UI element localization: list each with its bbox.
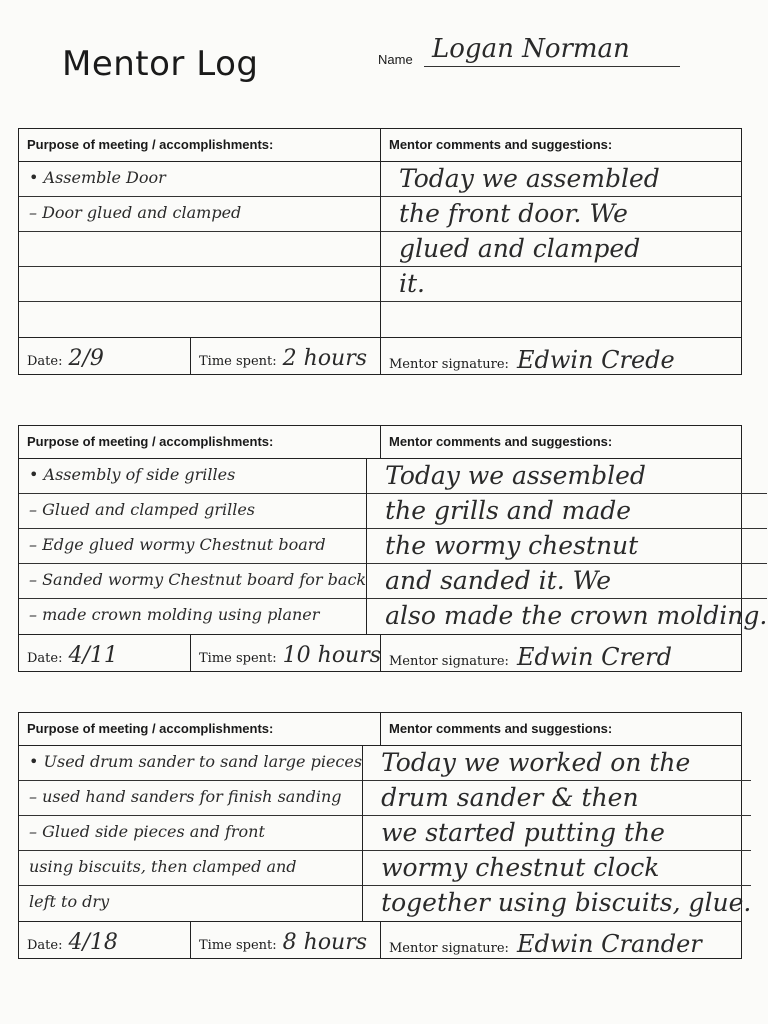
time-spent-field-value: 8 hours bbox=[282, 930, 368, 955]
mentor-signature-field bbox=[381, 635, 741, 671]
mentor-signature-field-label: Mentor signature: bbox=[389, 654, 509, 669]
log-entry bbox=[18, 712, 752, 959]
comments-heading: Mentor comments and suggestions: bbox=[389, 721, 613, 736]
mentor-signature-field-label: Mentor signature: bbox=[389, 357, 509, 372]
mentor-comments bbox=[381, 162, 741, 337]
date-field-value: 4/11 bbox=[68, 643, 118, 668]
page-title: Mentor Log bbox=[62, 44, 259, 84]
accomplishment-line: • Assemble Door bbox=[19, 162, 380, 197]
purpose-heading: Purpose of meeting / accomplishments: bbox=[19, 129, 381, 161]
entry-header bbox=[19, 129, 741, 162]
log-entry bbox=[18, 128, 742, 375]
accomplishment-line bbox=[19, 302, 380, 337]
accomplishment-line: • Assembly of side grilles bbox=[19, 459, 366, 494]
comment-line: drum sander & then bbox=[363, 781, 751, 816]
comment-line: Today we assembled bbox=[381, 162, 741, 197]
accomplishments-list bbox=[19, 162, 381, 337]
comment-line: Today we worked on the bbox=[363, 746, 751, 781]
mentor-signature-field-label: Mentor signature: bbox=[389, 941, 509, 956]
time-spent-field bbox=[191, 922, 381, 958]
accomplishment-line: left to dry bbox=[29, 892, 110, 911]
entry-body bbox=[19, 162, 741, 337]
time-spent-field bbox=[191, 635, 381, 671]
accomplishments-list bbox=[19, 746, 363, 921]
time-spent-field-label: Time spent: bbox=[199, 651, 277, 666]
purpose-heading: Purpose of meeting / accomplishments: bbox=[19, 713, 381, 745]
entry-body bbox=[19, 459, 768, 634]
date-field bbox=[19, 338, 191, 374]
comment-line: the grills and made bbox=[367, 494, 767, 529]
mentor-signature-field-value: Edwin Crede bbox=[516, 346, 675, 374]
accomplishment-line: – Glued and clamped grilles bbox=[19, 494, 366, 529]
accomplishment-line: – Sanded wormy Chestnut board for back bbox=[19, 564, 366, 599]
accomplishments-list bbox=[19, 459, 367, 634]
accomplishment-line: – Edge glued wormy Chestnut board bbox=[19, 529, 366, 564]
comment-line bbox=[381, 302, 741, 337]
accomplishment-line: – made crown molding using planer bbox=[29, 605, 320, 624]
entry-footer bbox=[19, 634, 741, 671]
mentor-signature-field-value: Edwin Crander bbox=[516, 930, 702, 958]
comment-line: glued and clamped bbox=[381, 232, 741, 267]
mentor-signature-field bbox=[381, 338, 741, 374]
comment-line: Today we assembled bbox=[367, 459, 767, 494]
accomplishment-line: • Used drum sander to sand large pieces bbox=[19, 746, 362, 781]
accomplishment-line bbox=[19, 267, 380, 302]
comment-line: we started putting the bbox=[363, 816, 751, 851]
time-spent-field-label: Time spent: bbox=[199, 938, 277, 953]
entry-footer bbox=[19, 337, 741, 374]
purpose-heading: Purpose of meeting / accomplishments: bbox=[19, 426, 381, 458]
date-field-label: Date: bbox=[27, 354, 63, 369]
name-line bbox=[424, 66, 680, 67]
date-field bbox=[19, 635, 191, 671]
comments-heading: Mentor comments and suggestions: bbox=[389, 434, 613, 449]
date-field bbox=[19, 922, 191, 958]
mentor-comments bbox=[363, 746, 751, 921]
accomplishment-line: – Glued side pieces and front bbox=[19, 816, 362, 851]
name-label: Name bbox=[378, 52, 413, 67]
accomplishment-line bbox=[19, 232, 380, 267]
mentor-signature-field-value: Edwin Crerd bbox=[516, 643, 672, 671]
comment-line: it. bbox=[381, 267, 741, 302]
time-spent-field bbox=[191, 338, 381, 374]
date-field-value: 2/9 bbox=[68, 346, 104, 371]
comment-line: the front door. We bbox=[381, 197, 741, 232]
log-entry bbox=[18, 425, 768, 672]
comment-line: together using biscuits, glue. bbox=[381, 888, 752, 917]
accomplishment-line: – Door glued and clamped bbox=[19, 197, 380, 232]
entry-footer bbox=[19, 921, 741, 958]
entry-header bbox=[19, 426, 741, 459]
comments-heading: Mentor comments and suggestions: bbox=[389, 137, 613, 152]
accomplishment-line: – used hand sanders for finish sanding bbox=[19, 781, 362, 816]
time-spent-field-label: Time spent: bbox=[199, 354, 277, 369]
date-field-value: 4/18 bbox=[68, 930, 118, 955]
time-spent-field-value: 2 hours bbox=[282, 346, 368, 371]
accomplishment-line: using biscuits, then clamped and bbox=[19, 851, 362, 886]
mentor-comments bbox=[367, 459, 767, 634]
entry-body bbox=[19, 746, 752, 921]
comment-line: the wormy chestnut bbox=[367, 529, 767, 564]
time-spent-field-value: 10 hours bbox=[282, 643, 382, 668]
comment-line: wormy chestnut clock bbox=[363, 851, 751, 886]
comment-line: and sanded it. We bbox=[367, 564, 767, 599]
name-value: Logan Norman bbox=[432, 34, 630, 64]
mentor-signature-field bbox=[381, 922, 741, 958]
entry-header bbox=[19, 713, 741, 746]
comment-line: also made the crown molding. bbox=[385, 601, 768, 630]
date-field-label: Date: bbox=[27, 938, 63, 953]
date-field-label: Date: bbox=[27, 651, 63, 666]
